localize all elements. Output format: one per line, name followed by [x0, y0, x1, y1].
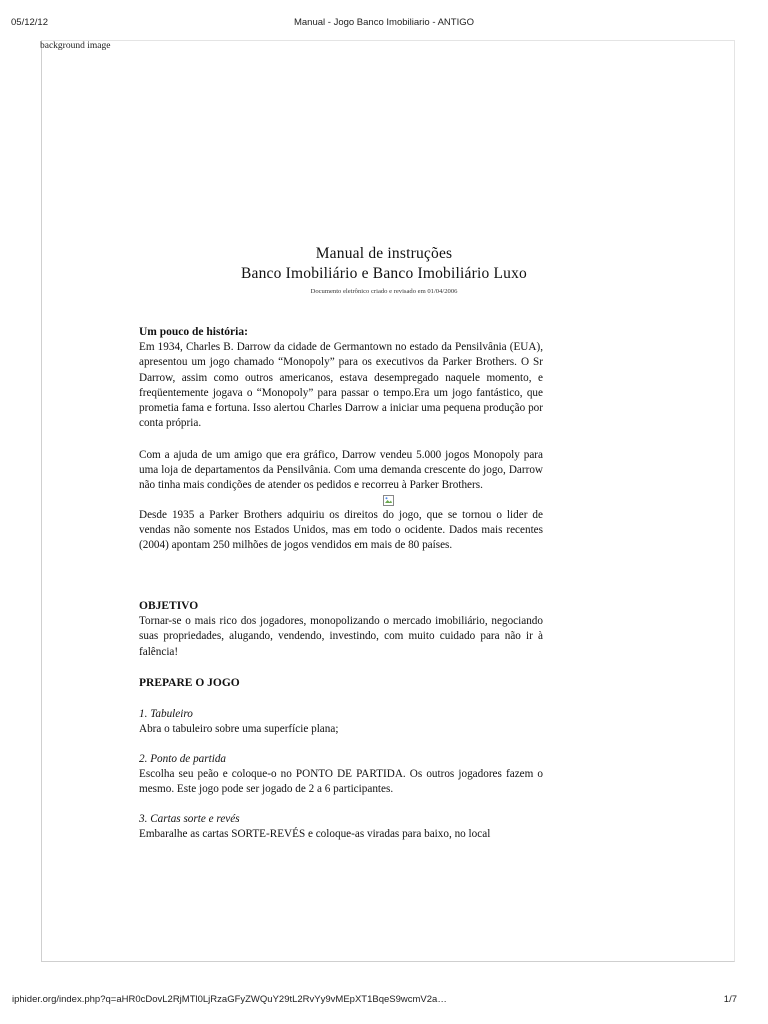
- text-line: para não ir à falência!: [139, 630, 543, 658]
- print-date: 05/12/12: [11, 17, 48, 28]
- step-3-text: Embaralhe as cartas SORTE-REVÉS e coloque-as viradas para baixo, no local: [139, 828, 491, 841]
- objective-section: [139, 599, 543, 660]
- page-number: 1/7: [723, 994, 737, 1005]
- objective-heading: OBJETIVO: [139, 600, 199, 612]
- prepare-heading-block: [139, 676, 543, 691]
- history-heading: Um pouco de história:: [139, 326, 248, 338]
- text-line: Desde 1935 a Parker Brothers adquiriu os direitos do jogo, que se tornou o lider de: [139, 509, 543, 521]
- step-3-block: [139, 812, 543, 842]
- text-line: Em 1934, Charles B. Darrow da cidade de Germantown no estado da Pensilvânia: [139, 341, 507, 354]
- text-line: pequena produção por conta própria.: [139, 402, 543, 430]
- text-line: Brothers. O Sr Darrow, assim como outros americanos, estava desempregado naquele: [139, 356, 544, 384]
- history-paragraph-1: [139, 340, 543, 431]
- text-line: fazem o mesmo. Este jogo pode ser jogado de 2 a 6 participantes.: [139, 768, 544, 796]
- step-1-text: Abra o tabuleiro sobre uma superfície plana;: [139, 723, 339, 736]
- prepare-heading: PREPARE O JOGO: [139, 677, 240, 689]
- step-1-block: [139, 707, 543, 737]
- print-footer: [0, 994, 768, 1008]
- print-page-title: Manual - Jogo Banco Imobiliario - ANTIGO: [293, 17, 475, 28]
- text-line: uma loja de departamentos da Pensilvânia. Com uma demanda crescente do jogo,: [139, 464, 506, 477]
- history-section: [139, 325, 543, 431]
- step-2-text: [139, 767, 543, 797]
- history-paragraph-2: [139, 448, 543, 494]
- history-paragraph-3-block: [139, 508, 543, 554]
- step-1-title: 1. Tabuleiro: [139, 708, 193, 720]
- document-meta: Documento eletrônico criado e revisado em 01/04/2006: [310, 288, 458, 295]
- text-line: recentes (2004) apontam 250 milhões de jogos vendidos em mais de 80 países.: [139, 524, 544, 552]
- step-2-title: 2. Ponto de partida: [139, 753, 227, 765]
- text-line: Tornar-se o mais rico dos jogadores, monopolizando o mercado imobiliário,: [139, 615, 488, 628]
- document-title: Manual de instruções: [315, 245, 453, 262]
- history-paragraph-2-block: [139, 448, 543, 494]
- text-line: momento, e freqüentemente jogava o “Monopoly” para passar o tempo.Era um jogo: [139, 371, 543, 399]
- step-2-block: [139, 752, 543, 798]
- text-line: Darrow não tinha mais condições de atender os pedidos e recorreu à Parker Brothers.: [139, 464, 543, 492]
- text-line: Com a ajuda de um amigo que era gráfico, Darrow vendeu 5.000 jogos Monopoly para: [139, 449, 543, 461]
- text-line: (EUA), apresentou um jogo chamado “Monopoly” para os executivos da Parker: [139, 341, 543, 369]
- print-header: [0, 17, 768, 31]
- broken-image-icon: [383, 495, 394, 506]
- text-line: Escolha seu peão e coloque-o no PONTO DE PARTIDA. Os outros jogadores: [139, 768, 502, 781]
- print-url: iphider.org/index.php?q=aHR0cDovL2RjMTl0LjRzaGFyZWQuY29tL2RvYy9vMEpXT1BqeS9wcmV2a…: [12, 994, 447, 1005]
- document-subtitle: Banco Imobiliário e Banco Imobiliário Luxo: [240, 265, 528, 282]
- text-line: vendas não somente nos Estados Unidos, mas em todo o ocidente. Dados mais: [139, 524, 503, 537]
- background-image-alt-text: background image: [40, 41, 111, 51]
- text-line: fantástico, que prometia fama e fortuna. Isso alertou Charles Darrow a iniciar uma: [139, 386, 543, 415]
- text-line: negociando suas propriedades, alugando, vendendo, investindo, com muito cuidado: [139, 615, 543, 643]
- objective-paragraph: [139, 614, 543, 660]
- step-3-title: 3. Cartas sorte e revés: [139, 813, 240, 825]
- history-paragraph-3: [139, 508, 543, 554]
